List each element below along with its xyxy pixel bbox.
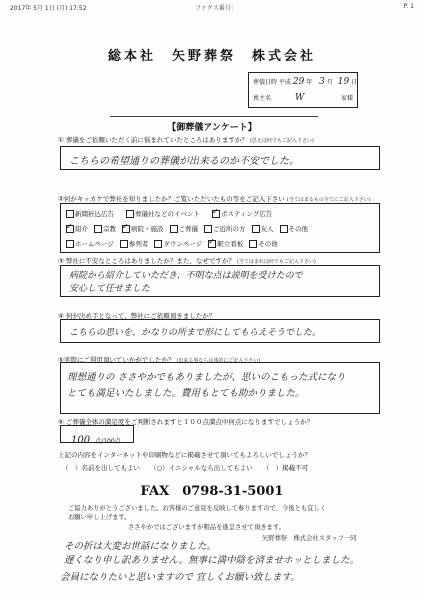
closing-staff: 矢野葬祭 株式会社スタッフ一同 [262, 535, 357, 542]
answer-4-box[interactable] [60, 319, 380, 343]
answer-1-box[interactable] [60, 146, 380, 170]
checkbox-row-2 [66, 224, 308, 233]
funeral-date-row [253, 77, 357, 87]
chief-mourner-label: 喪主名 [253, 95, 272, 102]
checkbox-icon [120, 240, 128, 248]
option-label: その他 [288, 225, 308, 233]
checkbox-icon [208, 240, 216, 248]
funeral-month[interactable]: 3 [319, 77, 325, 87]
checkbox-icon [204, 225, 212, 233]
closing-gift-note: ささやかではございますが粗品を進呈させて頂きます。 [128, 524, 285, 531]
company-title: 総本社 矢野葬祭 株式会社 [107, 49, 316, 64]
answer-4-text: こちらの思いを、かなりの所まで形にしてもらえそうでした。 [69, 328, 322, 338]
survey-title: 【御葬儀アンケート】 [167, 123, 257, 133]
option-label: ご葬儀 [178, 225, 198, 233]
checkbox-row-3 [66, 239, 278, 248]
answer-3-line-1: 病院から紹介していただき、不明な点は説明を受けたので [69, 271, 303, 281]
option-label: 葬儀社などのイベント [135, 210, 200, 218]
fax-number-label: ファクス番号： [195, 5, 237, 12]
closing-line-1: ご協力ありがとうございました。お客様のご意見を反映して参りますので、今後とも宜しく [68, 505, 327, 512]
option-label: その他 [258, 240, 278, 248]
option-label: 新聞折込広告 [75, 210, 114, 218]
option-hospital-facility[interactable] [122, 224, 164, 233]
question-2-text: ②何がキッカケで弊社を知りましたか？ご覧いただいたもの等をご記入下さい [58, 195, 285, 203]
publication-option-initials[interactable] [150, 463, 253, 472]
funeral-date-label: 葬儀日時 平成 [253, 79, 291, 86]
option-other-1[interactable] [280, 224, 309, 233]
month-unit: 月 [326, 79, 333, 86]
satisfaction-score-unit: 点/100点 [95, 438, 121, 445]
option-other-2[interactable] [249, 239, 278, 248]
option-label: 友人 [260, 225, 274, 233]
year-unit: 年 [306, 79, 313, 86]
option-label: 掲載不可 [282, 464, 309, 472]
option-newspaper-insert[interactable] [66, 209, 114, 218]
chief-mourner-name[interactable]: W [294, 93, 305, 103]
question-5-text: ⑤実際にご利用頂いていかがでしたか？ [58, 356, 175, 364]
funeral-year[interactable]: 29 [292, 77, 305, 87]
option-label: 紹介 [75, 225, 88, 233]
question-4-text: ④ 何が決め手となって、弊社にご依頼頂きましたか？ [58, 312, 216, 320]
checkbox-icon [252, 225, 260, 233]
checkbox-icon [94, 225, 102, 233]
publication-options [62, 463, 308, 472]
option-referral[interactable] [66, 224, 88, 233]
fax-page-number: P. 1 [403, 3, 414, 10]
checkbox-icon [122, 225, 130, 233]
publication-option-name[interactable] [62, 463, 140, 472]
answer-3-line-2: 安心して任せました [69, 284, 151, 294]
question-2 [58, 194, 371, 203]
question-3 [58, 256, 316, 265]
answer-2-checkbox-box [60, 203, 380, 253]
answer-1-text: こちらの希望通りの葬儀が出来るのか不安でした。 [69, 156, 299, 167]
checkbox-icon [154, 240, 162, 248]
checkbox-row-1 [66, 209, 272, 218]
funeral-day[interactable]: 19 [337, 77, 350, 87]
closing-line-2: お願い申し上げます。 [68, 514, 131, 521]
option-mark: （○） [150, 464, 169, 472]
option-label: 駅立看板 [217, 240, 244, 248]
question-1-note: (思えば何でもご記入下さい) [249, 138, 314, 144]
fax-datetime: 2017年 5月 1日 (月) 17:52 [10, 5, 87, 12]
option-label: タウンページ [163, 240, 203, 248]
option-label: ポスティング広告 [221, 210, 273, 218]
question-1-text: ① 葬儀をご依頼いただく前に悩まれていたところはありますか？ [58, 136, 248, 144]
chief-mourner-row [253, 93, 353, 103]
option-attendee[interactable] [120, 239, 149, 248]
option-label: 名前を出してもよい [81, 464, 140, 472]
checkbox-icon [66, 210, 74, 218]
funeral-info-box [248, 72, 358, 108]
chief-mourner-suffix: 家様 [340, 95, 353, 102]
question-6-text: ⑥ ご葬儀全体の満足度をご判断されますと１００点満点中何点になりますでしょうか？ [58, 418, 314, 426]
option-label: ホームページ [75, 240, 114, 248]
option-townpage[interactable] [154, 239, 202, 248]
survey-title-rule [110, 116, 318, 117]
question-1 [58, 135, 314, 144]
option-friend[interactable] [252, 224, 274, 233]
option-funeral[interactable] [170, 224, 199, 233]
option-posting-ad[interactable] [212, 209, 272, 218]
option-homepage[interactable] [66, 239, 114, 248]
checkbox-icon [212, 210, 220, 218]
question-3-note: (当てはまれば何でもご記入下さい) [236, 259, 316, 265]
satisfaction-score-value: 100 [71, 435, 91, 446]
day-unit: 日 [351, 79, 358, 86]
answer-5-line-1: 理想通りの ささやかでもありましたが、思いのこもった式になり [67, 372, 346, 383]
checkbox-icon [249, 240, 257, 248]
option-funeral-event[interactable] [126, 209, 200, 218]
option-mark: （ ） [262, 464, 283, 472]
satisfaction-score [71, 428, 121, 447]
option-label: 病院・施設 [131, 225, 164, 233]
question-7 [58, 450, 311, 459]
handwritten-note-line-3: 会員になりたいと思いますので 宜しくお願い致します。 [60, 572, 300, 583]
answer-5-box[interactable] [60, 362, 380, 414]
answer-3-box[interactable] [60, 265, 380, 297]
checkbox-icon [66, 225, 74, 233]
option-religion[interactable] [94, 224, 116, 233]
fax-number: FAX 0798-31-5001 [140, 484, 284, 499]
option-label: ご近所の方 [213, 225, 246, 233]
publication-option-none[interactable] [263, 463, 309, 472]
option-neighbor[interactable] [204, 224, 246, 233]
answer-5-line-2: とても満足いたしました。費用もとても助かりました。 [67, 388, 305, 399]
checkbox-icon [66, 240, 74, 248]
question-2-note: (当てはまるもの全てにご記入下さい) [286, 197, 371, 203]
option-mark: （ ） [62, 464, 82, 472]
question-3-text: ③ 弊社に不安なところはありましたか？また、なぜですか？ [58, 257, 235, 265]
option-label: 宗教 [103, 225, 116, 233]
option-label: イニシャルなら出してもよい [168, 464, 253, 472]
handwritten-note-line-1: その折は大変お世話になりました。 [64, 541, 217, 552]
question-5-note: (出来る事なら具体的にご記入下さい) [176, 358, 261, 364]
handwritten-note-line-2: 遅くなり申し訳ありません。無事に満中陰を済ませホッとしました。 [64, 555, 360, 566]
option-label: 参列者 [128, 240, 149, 248]
option-station-sign[interactable] [208, 239, 243, 248]
checkbox-icon [280, 225, 288, 233]
checkbox-icon [170, 225, 178, 233]
checkbox-icon [126, 210, 134, 218]
question-7-text: 上記の内容をインターネットや印刷物などに掲載させて頂いてもよろしいでしょうか？ [58, 451, 311, 459]
answer-6-box[interactable] [60, 425, 134, 446]
